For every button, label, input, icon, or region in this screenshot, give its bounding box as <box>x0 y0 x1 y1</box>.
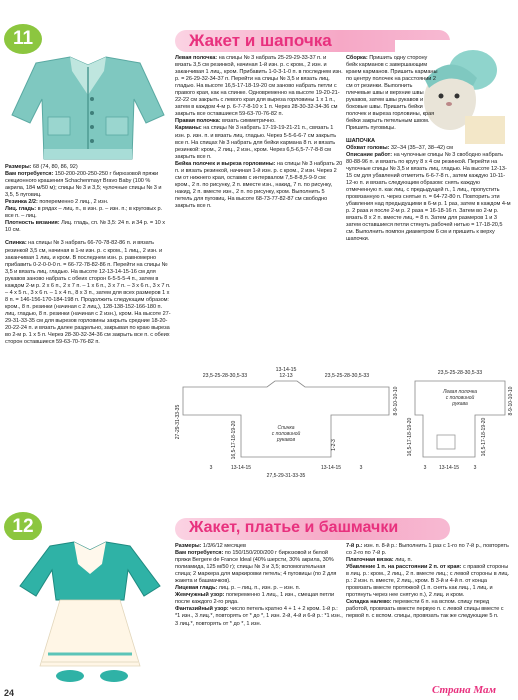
subheading: ШАПОЧКА <box>346 137 375 144</box>
paragraph <box>346 145 511 152</box>
dim-label: 13-14-15 <box>320 465 342 471</box>
bold-label: Спинка: <box>5 240 27 247</box>
dim-label: 3 <box>359 465 363 471</box>
bold-label: Вам потребуется: <box>5 171 54 178</box>
dim-label: 27-29-31-33-35 <box>175 404 181 440</box>
dress-photo <box>10 540 168 685</box>
dim-label: 13-14-15 <box>438 465 460 471</box>
paragraph <box>346 55 438 133</box>
dim-label: 8-9-10-10-10 <box>393 386 399 416</box>
dim-label: 16,5-17-18-19-20 <box>231 420 237 460</box>
dim-label: 3 <box>209 465 213 471</box>
paragraph <box>175 55 343 118</box>
text: на спицы № 3 набрать 20 п. и вязать резинкой, начиная 1-й изн. р. с кром., 2 изн. Через 2 см от нижнего края, оставив с интервалом 7,5-8-8,5-9-9 см: кром., 2 п. по рисунку, 2 п. вместе изн., накид, 7 п. по рисунку, накид, 2 п. вместе изн., 2 п. по рисунку, кром. Выполнить 5 петель для пуговиц. На высоте 68-73-77-82-87 см свободно закрыть все п. <box>175 160 343 209</box>
paragraph <box>175 606 343 627</box>
piece-label: Левая полочка с половиной рукава <box>442 389 478 407</box>
text: на спицы № 3 набрать 66-70-78-82-86 п. и вязать резинкой 3,5 см, начиная в 1-м изн. р. с кром., 1 лиц., 2 изн. и заканчивая 1 лиц. и кром. В последнем изн. р. равномерно прибавить 0-2-0-0-0 п. = 66-72-78-82-86 п. Перейти на спицы № 3,5 и вязать лиц. гладью. На высоте 12-13-14-15-16 см для рукавов заново набрать с обеих сторон 6-5-5-5-4 п., затем в каждом 2-м р. 2 х 6 п., 2 х 7 п. – 1 х 6 п., 3 х 7 п. – 3 х 6 п., 3 х 7 п. – 4 х 5 п., 3 х 6 п. – 1 х 4 п., 8 х 3 п., затем для всех размеров 1 х 8 п. = 146-156-170-184-198 п. Продолжить следующим образом: кром., 8 п. резинки (начиная с 2 лиц.), 128-138-152-166-180 п. лиц. гладью, 8 п. резинки (начиная с 2 изн.), кром. На высоте 27-29-31-33-35 см для вырезов горловины закрыть средние 18-20-20-22-24 п. и вязать далее раздельно, закрывая по краю выреза во 2-м р. 1 х 5 п. Через 28-30-32-34-36 см закрыть все п. с обеих сторон оставшиеся 59-63-70-76-82 п. <box>5 240 171 346</box>
paragraph <box>346 599 511 620</box>
paragraph <box>175 592 343 606</box>
paragraph <box>175 118 343 125</box>
dim-label: 8-9-10-10-10 <box>508 386 514 416</box>
bold-label: Размеры: <box>5 164 32 170</box>
paragraph <box>5 206 171 220</box>
bold-label: Обхват головы: <box>346 144 390 151</box>
text: на спицы № 3 набрать 17-19-19-21-21 п., связать 1 изн. р. изн. п. и вязать лиц. гладью. Через 5-5-6-6-7 см закрыть все п. На спицах № 3 набрать для бейки кармана 8 п. и вязать резинкой: кром., 2 лиц., 2 изн., кром. Через 6,5-6,5-7-7-8-8 см закрыть все п. <box>175 125 337 160</box>
section-12-title: Жакет, платье и башмачки <box>189 519 399 536</box>
text: попеременно 1 лиц., 1 изн., смещая петли после каждого 2-го ряда. <box>175 592 335 606</box>
paragraph <box>346 564 511 599</box>
section-11-title: Жакет и шапочка <box>189 31 332 50</box>
dim-label: 23,5-25-28-30,5-33 <box>437 370 483 376</box>
dim-label: 23,5-25-28-30,5-33 <box>324 373 370 379</box>
paragraph <box>5 220 171 234</box>
dim-label: 13-14-15 <box>230 465 252 471</box>
bold-label: Размеры: <box>175 543 202 549</box>
text: в рядах – лиц. п., в изн. р. – изн. п.; в круговых р. все п. – лиц. <box>5 206 163 220</box>
text: на чулочные спицы № 3 свободно набрать 80-88-96 п. и вязать по кругу 8 х 4 см резинкой. Перейти на чулочные спицы № 3,5 и вязать лиц. гладью. На высоте 12-13-15 см для убавлений отметить 6-6-7-8 п., затем каждую 10-11-12-ю п. и вязать следующим образом: снять каждую отмеченную п. как лиц. с предыдущей п., 1 лиц., пропустить провязанную п. через снятые п. = 64-72-80 п. Повторить эти убавления над предыдущими в 6-м р. 1 раз, затем в каждом 4-м р. 2 раза и после 2-м р. 2 раза = 16-18-16 п. Затем во 2-м р. вязать 8 х 2 п. вместе лиц. = 8 п. Затем для размеров 1 и 3 затем оставшиеся петли стянуть рабочей нитью = 17-18-20,5 см. Выполнить помпон диаметром 6 см и пришить к верху шапочки. <box>346 151 511 243</box>
paragraph <box>5 164 171 171</box>
dim-label: 13-14-15 <box>275 367 297 373</box>
pattern-schematic <box>175 365 515 480</box>
dim-label: 12-13 <box>279 373 293 379</box>
text: попеременно 2 лиц., 2 изн. <box>37 199 109 206</box>
paragraph <box>5 199 171 206</box>
section-12-number <box>4 512 42 542</box>
page-number: 24 <box>4 688 15 698</box>
text: 150-200-200-250-250 г бирюзовой пряжи секционного крашения Schachenmayr Bravo Baby (100 % акрила, 184 м/50 м); спицы № 3 и 3,5; чулочные спицы № 3 и 3,5, 5 пуговиц. <box>5 171 162 199</box>
bold-label: Лиц. гладь: <box>5 206 37 213</box>
paragraph <box>5 171 171 199</box>
text: Пришить одну сторону бейк карманов с завершающим краем карманов. Пришить карманы по центру полочек на расстоянии 2 см от резинки. Выполнить плечевые швы и верхние швы рукавов, затем швы рукавов и боковые швы. Пришить бейки полочек и выреза горловины, края бейки закрыть петельным швом. Пришить пуговицы. <box>346 55 438 132</box>
paragraph <box>175 543 343 550</box>
bold-label: Складка налево: <box>346 599 392 606</box>
bold-label: Лицевая гладь: <box>175 585 218 592</box>
bold-label: Жемчужный узор: <box>175 592 225 599</box>
dim-label: 16,5-17-18-19-20 <box>407 417 413 457</box>
section-number-badge: 11 <box>4 24 42 54</box>
section-12-column-3 <box>346 543 511 621</box>
section-11-column-1 <box>5 164 171 346</box>
paragraph <box>175 125 343 160</box>
dim-label: 3 <box>423 465 427 471</box>
text: число петель кратно 4 + 1 + 2 кром. 1-й р.: *1 изн., 3 лиц.*, повторять от * до *, 1 изн. 2-й, 4-й и 6-й р.: *1 изн., 3 лиц.*, повторять от * до *, 1 изн. <box>175 606 343 627</box>
section-11-column-3 <box>346 55 511 243</box>
bold-label: Платочная вязка: <box>346 557 394 564</box>
dim-label: 27,5-29-31-33-35 <box>266 473 306 479</box>
paragraph <box>346 543 511 557</box>
section-12-column-2 <box>175 543 343 628</box>
text: изн. п. 8-й р.: Выполнить 1 раз с 1-го по 7-й р., повторять со 2-го по 7-й р. <box>346 543 509 557</box>
cardigan-photo <box>8 55 168 165</box>
text: по 150/150/200/200 г бирюзовой и белой пряжи Bergere de France Ideal (40% шерсти, 30% акрила, 30% полиамида, 125 м/50 г); спицы № 3 и 3,5; вспомогательная спица; 2 маркера для маркировки петель; 4 пуговицы (по 2 для жакета и башмачков). <box>175 550 337 585</box>
text: Лиц. гладь, сп. № 3,5: 24 п. и 34 р. = 10 х 10 см. <box>5 220 165 234</box>
text: 68 (74, 80, 86, 92) <box>31 164 78 170</box>
bold-label: Левая полочка: <box>175 55 218 61</box>
bold-label: Вам потребуется: <box>175 550 224 557</box>
site-logo: Страна Мам <box>432 684 497 696</box>
text: 1/3/6/12 месяцев <box>201 543 246 549</box>
bold-label: Убавление 1 п. на расстоянии 2 п. от края: <box>346 564 462 571</box>
bold-label: Сборка: <box>346 55 368 61</box>
text: 32–34 (35–37, 38–42) см <box>389 144 453 151</box>
piece-label: Спинка с половиной рукавов <box>271 425 301 443</box>
dim-label: 3 <box>473 465 477 471</box>
dim-label: 23,5-25-28-30,5-33 <box>202 373 248 379</box>
paragraph <box>5 240 171 346</box>
bold-label: Резинка 2/2: <box>5 199 38 206</box>
dim-label: 16,5-17-18-19-20 <box>481 417 487 457</box>
section-11-column-2 <box>175 55 343 210</box>
text: перевести 6 п. на вспом. спицу перед работой, провязать вместе первую п. с левой спицы вместе с первой п. с вспом. спицы, провязать так же следующие 5 п. <box>346 599 504 620</box>
bold-label: Плотность вязания: <box>5 220 60 227</box>
text: лиц. п. <box>393 557 413 564</box>
text: с правой стороны в лиц. р.: кром., 2 лиц., 2 п. вместе лиц.; с левой стороны в лиц. р.: 2 изн. п. вместе, 2 лиц., кром. В 3-й и 4-й п. от конца провязать вместе протяжкой (1 п. снять как лиц., 1 лиц. и протянуть через нее снятую п.), 2 лиц. и кром. <box>346 564 510 599</box>
text: лиц. р. – лиц. п., изн. р. – изн. п. <box>217 585 301 592</box>
text: на спицы № 3 набрать 25-29-29-33-37 п. и вязать 3,5 см резинкой, начиная 1-й изн. р. с кром., 2 изн. и заканчивая 1 лиц., кром. Прибавить 1-0-3-1-0 п. в последнем изн. р. = 26-29-32-34-37 п. Перейти на спицы № 3,5 и вязать лиц. гладью. На высоте 16,5-17-18-19-20 см заново набрать петли с правого края, как на спинке. Одновременно на высоте 19-20-21-22-22 см закрыть с левого края для выреза горловины 1 х 1 п., затем в каждом 4-м р. 6-7-7-8-10 х 1 п. Через 28-30-32-34-36 см закрыть все оставшиеся 59-63-70-76-82 п. <box>175 55 343 118</box>
bold-label: Правая полочка: <box>175 118 221 125</box>
section-number-badge: 12 <box>4 512 42 542</box>
section-11-number <box>4 24 42 54</box>
text: вязать симметрично. <box>220 118 276 125</box>
bold-label: Фантазийный узор: <box>175 606 229 613</box>
paragraph <box>175 161 343 210</box>
bold-label: Бейка полочек и выреза горловины: <box>175 160 276 167</box>
paragraph <box>175 550 343 585</box>
dim-label: 1-2-3 <box>331 439 337 451</box>
bold-label: Карманы: <box>175 125 202 132</box>
bold-label: Описание работ: <box>346 151 393 158</box>
bold-label: 7-й р.: <box>346 543 363 549</box>
paragraph <box>346 152 511 244</box>
